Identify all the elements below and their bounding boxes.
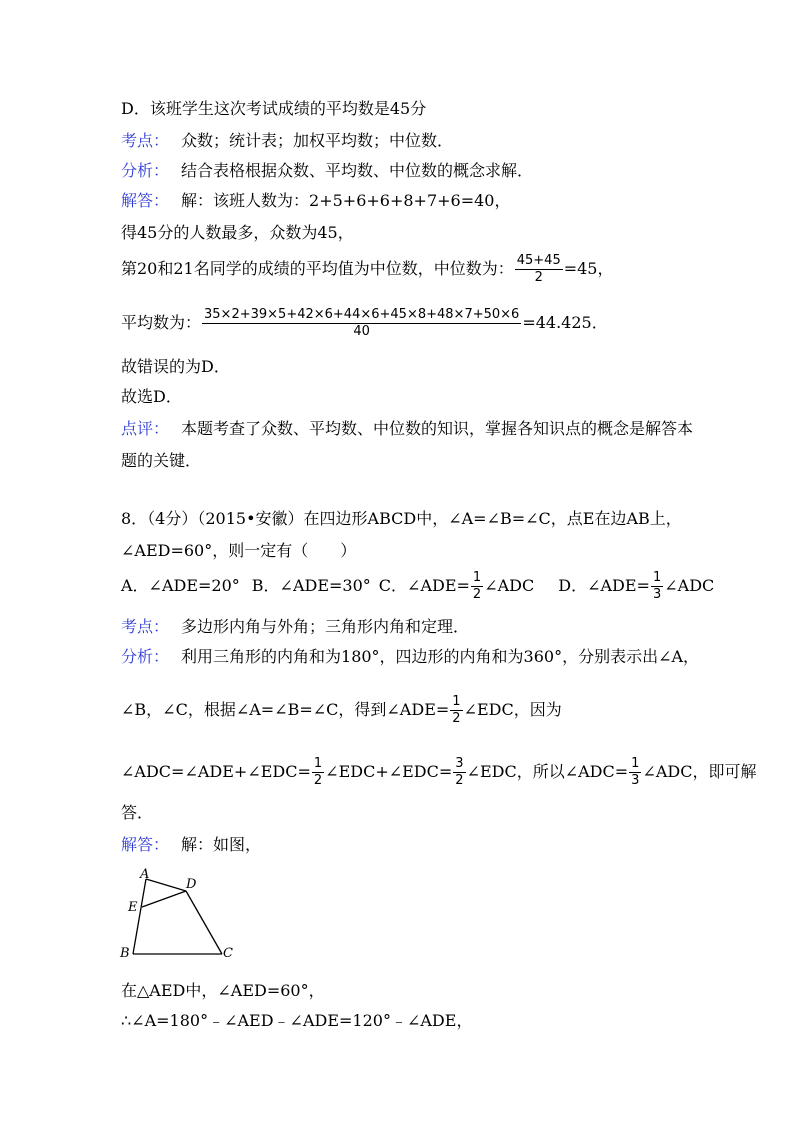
solution-line-2: 在△AED中，∠AED=60°，: [121, 981, 325, 1000]
fenxi-8-line-4: 答．: [121, 803, 154, 822]
jieda-8-line: 解答： 解：如图，: [121, 835, 262, 854]
edge-ed: [142, 891, 186, 907]
mean-line: 平均数为： $\frac{35\times 2+39\times 5+42\times 6+44\times 6+45\times 8+48\times 7+50\times 6}{40}$ =44.425．: [121, 307, 608, 339]
option-d: D．∠ADE= $\frac{1}{3}$ ∠ADC: [558, 570, 715, 602]
solution-line-3: ∴∠A=180°﹣∠AED﹣∠ADE=120°﹣∠ADE，: [121, 1011, 473, 1030]
mean-fraction: $\frac{35\times 2+39\times 5+42\times 6+44\times 6+45\times 8+48\times 7+50\times 6}{40}$: [204, 307, 520, 339]
fenxi-8-line-1: 分析： 利用三角形的内角和为180°，四边形的内角和为360°，分别表示出∠A，: [121, 647, 700, 666]
fenxi-line: 分析： 结合表格根据众数、平均数、中位数的概念求解．: [121, 161, 534, 180]
median-line: 第20和21名同学的成绩的平均值为中位数，中位数为： $\frac{45+45}{2}$ =45，: [121, 253, 614, 285]
mode-line: 得45分的人数最多，众数为45，: [121, 223, 354, 242]
edge-cd: [186, 891, 222, 954]
jieda-8-tag: 解答：: [121, 835, 170, 854]
dianping-line-2: 题的关键．: [121, 451, 202, 470]
wrong-line: 故错误的为D．: [121, 357, 230, 376]
label-a: A: [140, 867, 150, 882]
question-8-line-2: ∠AED=60°，则一定有（ ）: [121, 541, 357, 560]
label-e: E: [128, 900, 138, 915]
edge-da: [146, 879, 186, 891]
option-b: B．∠ADE=30°: [251, 576, 371, 595]
option-a: A．∠ADE=20°: [121, 576, 240, 595]
options-line: [121, 566, 740, 606]
fenxi-tag: 分析：: [121, 161, 170, 180]
kaodian-8-line: 考点： 多边形内角与外角；三角形内角和定理．: [121, 617, 470, 636]
figure-edges: [133, 879, 222, 954]
option-d-line: D．该班学生这次考试成绩的平均数是45分: [121, 99, 427, 118]
fenxi-8-line-2: ∠B，∠C，根据∠A=∠B=∠C，得到∠ADE= $\frac{1}{2}$ ∠EDC，因为: [121, 694, 562, 726]
label-b: B: [120, 946, 130, 961]
dianping-tag: 点评：: [121, 419, 170, 438]
fenxi-8-tag: 分析：: [121, 647, 170, 666]
option-c: C．∠ADE= $\frac{1}{2}$ ∠ADC: [378, 570, 535, 602]
dianping-line: 点评： 本题考查了众数、平均数、中位数的知识，掌握各知识点的概念是解答本: [121, 419, 694, 438]
kaodian-8-tag: 考点：: [121, 617, 170, 636]
question-8-line-1: 8．（4分）（2015•安徽）在四边形ABCD中，∠A=∠B=∠C，点E在边AB上，: [121, 509, 682, 528]
kaodian-tag: 考点：: [121, 131, 170, 150]
quadrilateral-figure: [110, 865, 250, 970]
fenxi-8-line-3: ∠ADC=∠ADE+∠EDC= $\frac{1}{2}$ ∠EDC+∠EDC= $\frac{3}{2}$ ∠EDC，所以∠ADC= $\frac{1}{3}$ ∠ADC，即可解: [121, 756, 757, 788]
median-fraction: $\frac{45+45}{2}$: [516, 253, 561, 285]
label-d: D: [186, 877, 197, 892]
label-c: C: [223, 946, 233, 961]
jieda-tag: 解答：: [121, 191, 170, 210]
jieda-line: 解答： 解：该班人数为：2+5+6+6+8+7+6=40，: [121, 191, 511, 210]
kaodian-line: 考点： 众数；统计表；加权平均数；中位数．: [121, 131, 454, 150]
edge-ab: [133, 879, 146, 954]
choose-line: 故选D．: [121, 387, 182, 406]
